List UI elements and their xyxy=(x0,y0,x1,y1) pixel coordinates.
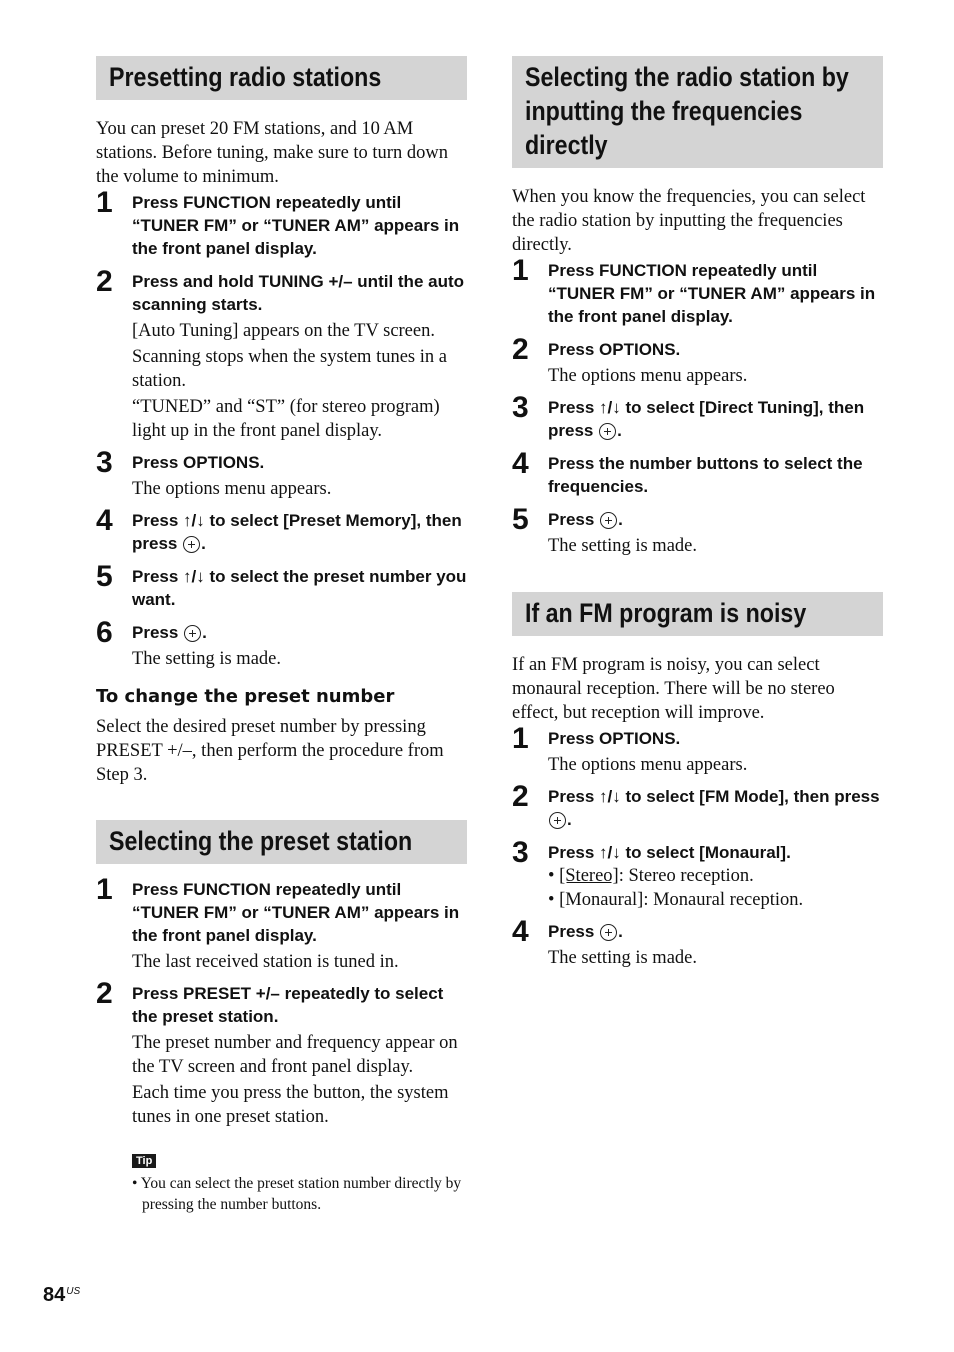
step xyxy=(96,873,467,974)
step-description: The preset number and frequency appear on the TV screen and front panel display. Each time you press the button, the system tunes in one preset station. xyxy=(132,1033,458,1127)
intro-text: You can preset 20 FM stations, and 10 AM stations. Before tuning, make sure to turn down the volume to minimum. xyxy=(96,119,448,187)
step-number: 4 xyxy=(96,504,113,537)
step-description: The options menu appears. xyxy=(548,755,748,775)
tip-box xyxy=(132,1151,467,1215)
step-number: 2 xyxy=(96,977,113,1010)
step-number: 2 xyxy=(96,265,113,298)
step xyxy=(96,560,467,611)
step-instruction: Press ↑/↓ to select the preset number you want. xyxy=(132,567,467,609)
enter-button-icon xyxy=(182,535,201,554)
step-description: The setting is made. xyxy=(132,649,281,669)
step xyxy=(96,446,467,501)
right-column xyxy=(512,56,883,972)
step-instruction: Press the number buttons to select the frequencies. xyxy=(548,454,863,496)
enter-button-icon xyxy=(548,811,567,830)
page-number: $84^{US}$ xyxy=(43,1284,81,1306)
enter-button-icon xyxy=(599,511,618,530)
step xyxy=(512,254,883,328)
step xyxy=(512,722,883,777)
step xyxy=(512,391,883,442)
step xyxy=(512,333,883,388)
default-option: [Stereo] xyxy=(559,866,619,886)
step-instruction: Press FUNCTION repeatedly until “TUNER FM” or “TUNER AM” appears in the front panel display. xyxy=(548,261,876,326)
step-instruction: Press and hold TUNING +/– until the auto scanning starts. xyxy=(132,272,465,314)
step-number: 1 xyxy=(512,722,529,755)
step xyxy=(512,915,883,970)
step-instruction: Press OPTIONS. xyxy=(548,340,681,359)
step xyxy=(96,977,467,1215)
section-heading-fm-noisy: If an FM program is noisy xyxy=(512,592,883,636)
step-instruction: Press . xyxy=(548,922,623,941)
step xyxy=(512,503,883,558)
step-instruction: Press OPTIONS. xyxy=(548,729,681,748)
step-instruction: Press FUNCTION repeatedly until “TUNER FM” or “TUNER AM” appears in the front panel display. xyxy=(132,193,460,258)
left-column xyxy=(96,56,467,1215)
step-number: 1 xyxy=(512,254,529,287)
step-number: 5 xyxy=(512,503,529,536)
tip-text: • You can select the preset station number directly by pressing the number buttons. xyxy=(132,1175,462,1213)
step-description: [Auto Tuning] appears on the TV screen. Scanning stops when the system tunes in a station. “TUNED” and “ST” (for stereo program) light up in the front panel display. xyxy=(132,321,447,441)
step-number: 1 xyxy=(96,873,113,906)
enter-button-icon xyxy=(598,422,617,441)
intro-text: If an FM program is noisy, you can select monaural reception. There will be no stereo effect, but reception will improve. xyxy=(512,655,835,723)
step-number: 2 xyxy=(512,333,529,366)
step-number: 4 xyxy=(512,915,529,948)
intro-text: When you know the frequencies, you can select the radio station by inputting the frequencies directly. xyxy=(512,187,866,255)
step-instruction: Press ↑/↓ to select [FM Mode], then press . xyxy=(548,787,880,829)
step-description: The last received station is tuned in. xyxy=(132,952,399,972)
step-instruction: Press ↑/↓ to select [Monaural]. xyxy=(548,843,791,862)
step xyxy=(96,504,467,555)
step-instruction: Press . xyxy=(548,510,623,529)
step-instruction: Press ↑/↓ to select [Direct Tuning], then press . xyxy=(548,398,865,440)
step xyxy=(512,780,883,831)
step xyxy=(512,447,883,498)
option-item: • [Stereo]: Stereo reception. xyxy=(548,866,754,886)
subheading-change-preset: To change the preset number xyxy=(96,686,395,707)
step xyxy=(96,265,467,443)
step-number: 2 xyxy=(512,780,529,813)
step xyxy=(96,616,467,671)
step-description: The options menu appears. xyxy=(548,366,748,386)
step-number: 3 xyxy=(512,391,529,424)
step-instruction: Press PRESET +/– repeatedly to select the preset station. xyxy=(132,984,444,1026)
enter-button-icon xyxy=(599,923,618,942)
tip-badge: Tip xyxy=(132,1154,156,1168)
section-heading-direct-tuning: Selecting the radio station by inputting the frequencies directly xyxy=(512,56,883,168)
step-instruction: Press OPTIONS. xyxy=(132,453,265,472)
enter-button-icon xyxy=(183,624,202,643)
step-description: The options menu appears. xyxy=(132,479,332,499)
change-preset-text: Select the desired preset number by pressing PRESET +/–, then perform the procedure from Step 3. xyxy=(96,717,444,785)
step-number: 4 xyxy=(512,447,529,480)
step-instruction: Press . xyxy=(132,623,207,642)
step-instruction: Press FUNCTION repeatedly until “TUNER FM” or “TUNER AM” appears in the front panel display. xyxy=(132,880,460,945)
option-item: • [Monaural]: Monaural reception. xyxy=(548,890,804,910)
step-number: 3 xyxy=(96,446,113,479)
step-number: 3 xyxy=(512,836,529,869)
step-number: 5 xyxy=(96,560,113,593)
option-list xyxy=(548,864,883,912)
step xyxy=(96,186,467,260)
section-heading-presetting: Presetting radio stations xyxy=(96,56,467,100)
step-number: 6 xyxy=(96,616,113,649)
step-number: 1 xyxy=(96,186,113,219)
step-description: The setting is made. xyxy=(548,948,697,968)
step-instruction: Press ↑/↓ to select [Preset Memory], then press . xyxy=(132,511,462,553)
section-heading-selecting-preset: Selecting the preset station xyxy=(96,820,467,864)
step xyxy=(512,836,883,912)
step-description: The setting is made. xyxy=(548,536,697,556)
